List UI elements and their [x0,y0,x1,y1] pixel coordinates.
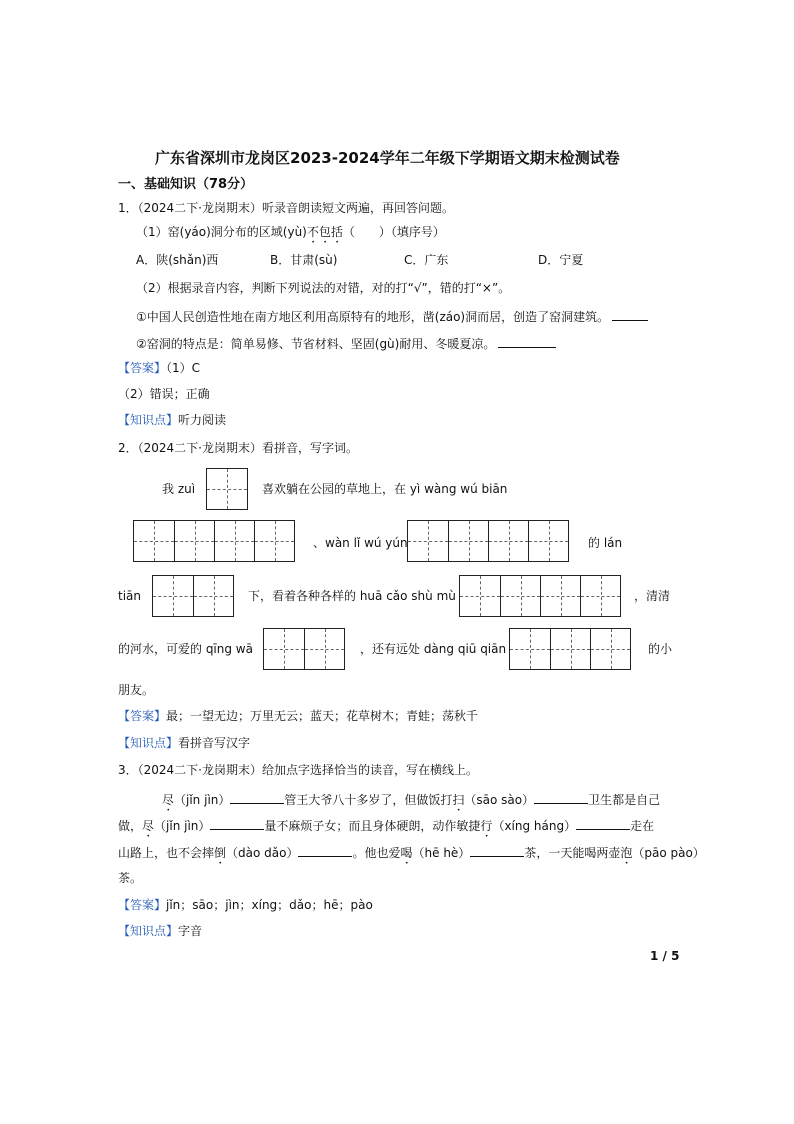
q1-knowledge-point: 【知识点】听力阅读 [118,413,227,427]
q3-line-3: 山路上，也不会摔倒（dào dǎo） 。他也爱喝（hē hè） 茶，一天能喝两壶泡（pāo pào） [118,843,705,867]
section-heading: 一、基础知识（78分） [118,177,254,192]
writing-grid[interactable] [407,520,569,562]
writing-grid[interactable] [133,520,295,562]
writing-grid[interactable] [509,628,631,670]
answer-blank[interactable] [298,843,352,857]
q1-stem: 1．（2024二下·龙岗期末）听录音朗读短文两遍，再回答问题。 [118,201,454,215]
page-number: 1 / 5 [650,949,680,963]
q3-line-1: 尽（jǐn jìn） 管王大爷八十多岁了，但做饭打扫（sāo sào） 卫生都是自己 [162,790,660,814]
q1-item2: ②窑洞的特点是：简单易修、节省材料、坚固(gù)耐用、冬暖夏凉。 [136,334,556,352]
q3-line-4: 茶。 [118,871,143,885]
answer-blank[interactable] [498,334,556,348]
q2-text: 喜欢躺在公园的草地上，在 yì wàng wú biān [262,482,508,496]
q2-text: 下，看着各种各样的 huā cǎo shù mù [248,589,456,603]
q1-option-a: A．陕(shǎn)西 [136,253,219,267]
q3-answer: 【答案】jǐn；sāo；jìn；xíng；dǎo；hē；pào [118,898,373,912]
writing-grid[interactable] [206,468,248,510]
q2-text: ，还有远处 dàng qiū qiān [360,642,507,656]
answer-blank[interactable] [612,307,648,321]
q1-sub1: （1）窑(yáo)洞分布的区域(yù)不包括（ ）（填序号） [136,225,445,239]
writing-grid[interactable] [152,575,234,617]
answer-blank[interactable] [470,843,524,857]
q2-answer: 【答案】最；一望无边；万里无云；蓝天；花草树木；青蛙；荡秋千 [118,709,479,723]
q2-text: 朋友。 [118,683,155,697]
q1-item1: ①中国人民创造性地在南方地区利用高原特有的地形，凿(záo)洞而居，创造了窑洞建筑。 [136,307,648,325]
q2-text: 的河水，可爱的 qīng wā [118,642,253,656]
answer-blank[interactable] [230,790,284,804]
q3-stem: 3．（2024二下·龙岗期末）给加点字选择恰当的读音，写在横线上。 [118,763,478,777]
q2-text: tiān [118,589,141,603]
q2-text: 、wàn lǐ wú yún [313,536,408,550]
q2-text: 我 zuì [162,482,196,496]
q1-answer: 【答案】（1）C [118,361,201,375]
answer-blank[interactable] [576,816,630,830]
q1-option-b: B．甘肃(sù) [270,253,338,267]
q1-sub2: （2）根据录音内容，判断下列说法的对错，对的打“√”，错的打“×”。 [136,281,511,295]
writing-grid[interactable] [263,628,345,670]
page-title: 广东省深圳市龙岗区2023-2024学年二年级下学期语文期末检测试卷 [155,149,620,167]
q1-option-c: C．广东 [404,253,449,267]
writing-grid[interactable] [459,575,621,617]
answer-blank[interactable] [534,790,588,804]
q1-option-d: D．宁夏 [538,253,584,267]
q2-stem: 2．（2024二下·龙岗期末）看拼音，写字词。 [118,441,358,455]
q3-line-2: 做，尽（jǐn jìn） 量不麻烦子女；而且身体硬朗，动作敏捷行（xíng háng） 走在 [118,816,654,840]
q3-knowledge-point: 【知识点】字音 [118,924,203,938]
q2-text: 的小 [648,642,673,656]
q1-answer-2: （2）错误；正确 [118,387,210,401]
q2-text: ，清清 [634,589,671,603]
q2-knowledge-point: 【知识点】看拼音写汉字 [118,736,251,750]
q2-text: 的 lán [588,536,623,550]
answer-blank[interactable] [210,816,264,830]
